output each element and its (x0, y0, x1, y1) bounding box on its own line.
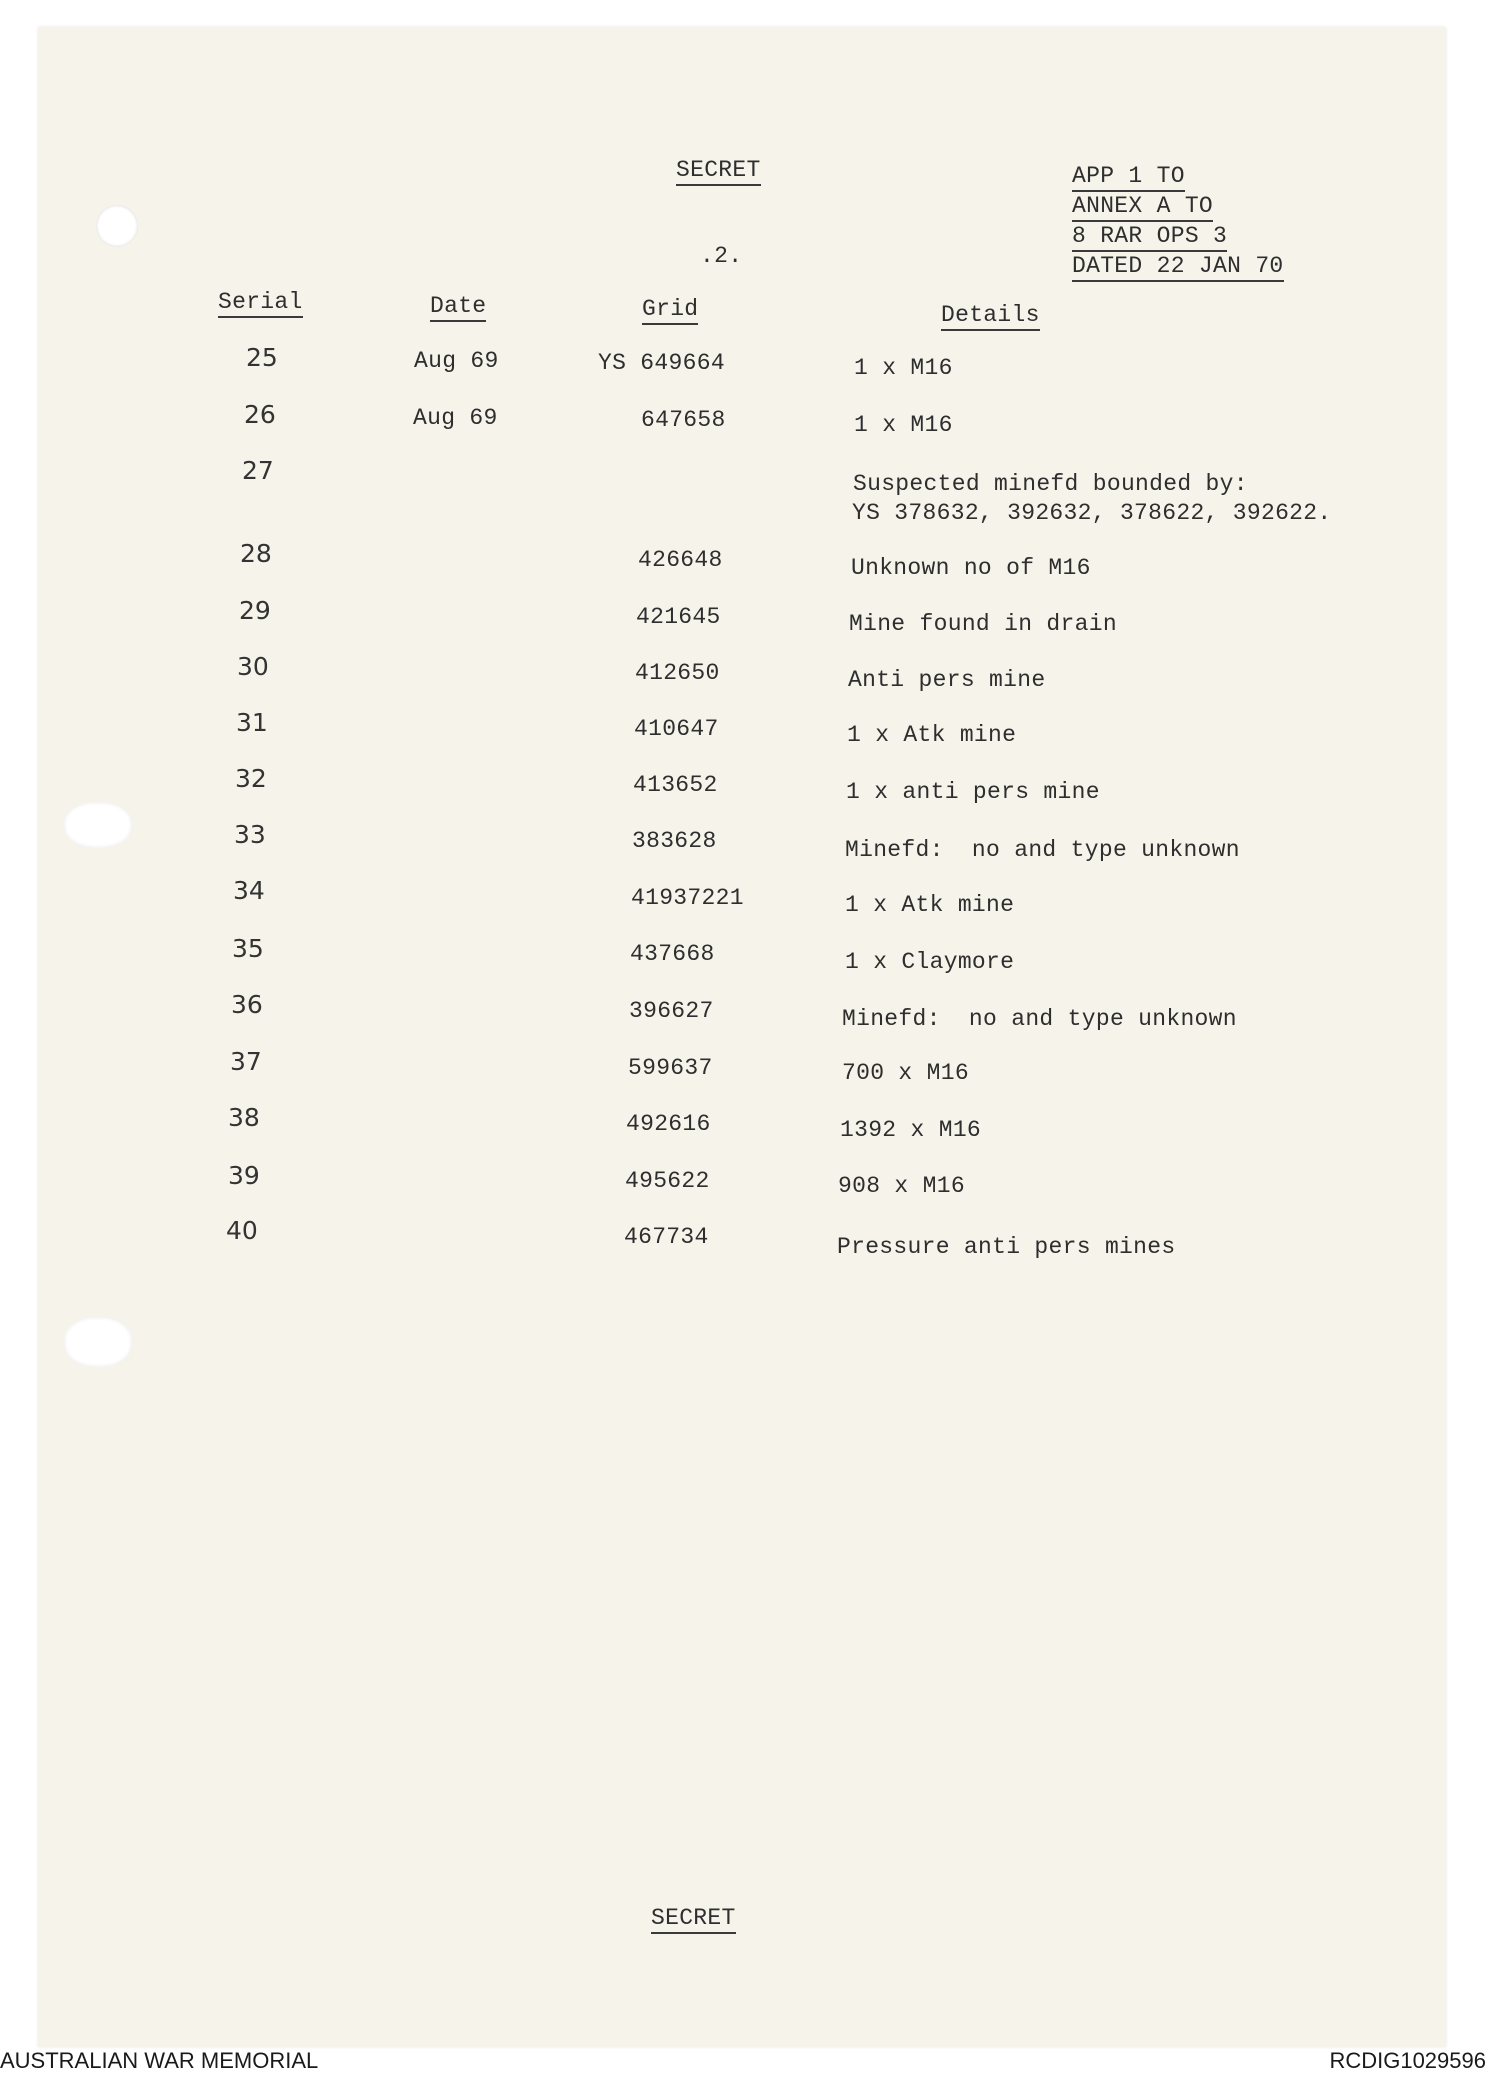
serial-cell: 34 (233, 876, 265, 905)
serial-cell: 39 (228, 1161, 260, 1190)
grid-cell: 647658 (641, 407, 726, 433)
footer-archive-name: AUSTRALIAN WAR MEMORIAL (0, 2048, 319, 2073)
grid-cell: 413652 (633, 772, 718, 798)
serial-cell: 29 (239, 596, 271, 625)
serial-cell: 37 (230, 1047, 262, 1076)
details-cell-line2: YS 378632, 392632, 378622, 392622. (852, 500, 1332, 526)
grid-cell: 599637 (628, 1055, 713, 1081)
details-cell: 1 x M16 (854, 355, 953, 381)
grid-cell: 437668 (630, 941, 715, 967)
details-cell: 1 x Atk mine (847, 722, 1017, 748)
column-header-details: Details (941, 302, 1040, 331)
serial-cell: 28 (240, 539, 272, 568)
column-header-date: Date (430, 293, 486, 322)
serial-cell: 27 (242, 456, 274, 485)
classification-bottom: SECRET (651, 1905, 736, 1934)
serial-cell: 25 (246, 343, 278, 372)
binder-punch-mark (64, 1317, 132, 1367)
serial-cell: 30 (237, 652, 269, 681)
details-cell: Minefd: no and type unknown (842, 1006, 1237, 1032)
reference-line: ANNEX A TO (1072, 192, 1213, 222)
serial-cell: 31 (236, 708, 268, 737)
footer-item-id: RCDIG1029596 (1329, 2048, 1486, 2073)
grid-cell: 41937221 (631, 885, 744, 911)
serial-cell: 26 (244, 400, 276, 429)
reference-line: APP 1 TO (1072, 162, 1185, 192)
document-page (38, 27, 1446, 2047)
details-cell: Minefd: no and type unknown (845, 837, 1240, 863)
serial-cell: 33 (234, 820, 266, 849)
serial-cell: 40 (226, 1216, 258, 1245)
details-cell: Unknown no of M16 (851, 555, 1091, 581)
grid-cell: 495622 (625, 1168, 710, 1194)
reference-line: DATED 22 JAN 70 (1072, 252, 1284, 282)
grid-cell: 383628 (632, 828, 717, 854)
details-cell: 1 x M16 (854, 412, 953, 438)
serial-cell: 36 (231, 990, 263, 1019)
reference-block (1072, 162, 1284, 282)
column-header-grid: Grid (642, 296, 698, 325)
grid-cell: 396627 (629, 998, 714, 1024)
reference-line: 8 RAR OPS 3 (1072, 222, 1227, 252)
grid-cell: 467734 (624, 1224, 709, 1250)
details-cell: 1 x anti pers mine (846, 779, 1100, 805)
details-cell: Pressure anti pers mines (837, 1234, 1176, 1260)
grid-cell: 412650 (635, 660, 720, 686)
details-cell: Anti pers mine (848, 667, 1046, 693)
details-cell: 1392 x M16 (840, 1117, 982, 1143)
serial-cell: 38 (228, 1103, 260, 1132)
column-header-serial: Serial (218, 289, 303, 318)
details-cell: 1 x Atk mine (845, 892, 1015, 918)
date-cell: Aug 69 (413, 405, 498, 431)
binder-hole (96, 205, 138, 247)
grid-cell: YS 649664 (598, 350, 725, 376)
serial-cell: 32 (235, 764, 267, 793)
details-cell: 700 x M16 (842, 1060, 969, 1086)
classification-top: SECRET (676, 157, 761, 186)
grid-cell: 421645 (636, 604, 721, 630)
grid-cell: 492616 (626, 1111, 711, 1137)
page-number: .2. (700, 243, 743, 269)
grid-cell: 410647 (634, 716, 719, 742)
grid-cell: 426648 (638, 547, 723, 573)
details-cell: Mine found in drain (849, 611, 1117, 637)
binder-punch-mark (64, 802, 132, 848)
details-cell: 1 x Claymore (845, 949, 1015, 975)
details-cell: Suspected minefd bounded by: (853, 471, 1248, 497)
date-cell: Aug 69 (414, 348, 499, 374)
details-cell: 908 x M16 (838, 1173, 965, 1199)
serial-cell: 35 (232, 934, 264, 963)
